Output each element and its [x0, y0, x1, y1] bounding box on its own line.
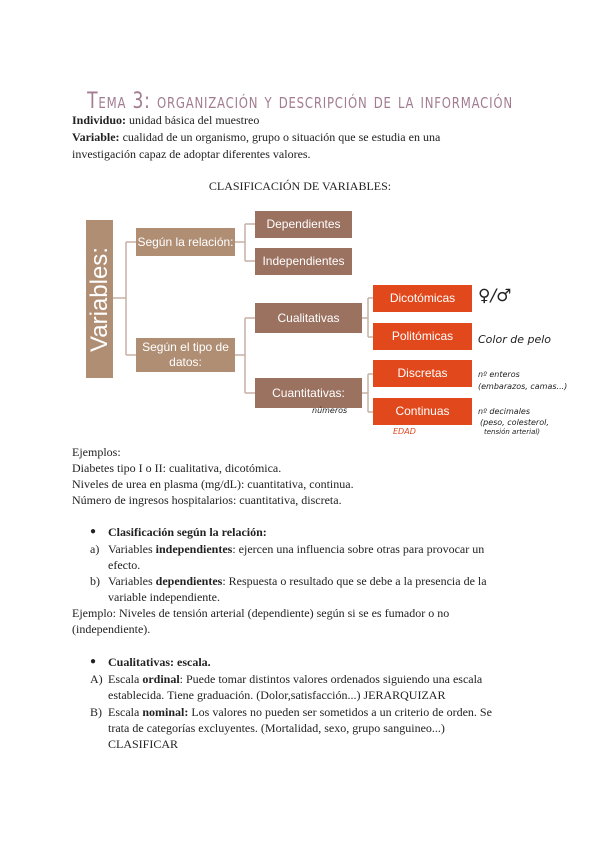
section-relacion-heading: Clasificación según la relación:: [108, 525, 267, 539]
cuantitativas-box: Cuantitativas:: [255, 378, 362, 408]
classification-title: CLASIFICACIÓN DE VARIABLES:: [208, 179, 392, 193]
definition-variable-cont: investigación capaz de adoptar diferentes valores.: [72, 147, 311, 161]
example-line: Niveles de urea en plasma (mg/dL): cuantitativa, continua.: [72, 477, 354, 491]
cualitativas-box: Cualitativas: [255, 303, 362, 333]
list-marker: A): [90, 672, 103, 686]
note-edad: EDAD: [393, 427, 416, 436]
dependientes-box: Dependientes: [255, 211, 352, 238]
page-title: Tema 3: organización y descripción de la información: [87, 88, 513, 114]
relacion-item-b-cont: variable independiente.: [108, 590, 220, 604]
relacion-item-a: Variables independientes: ejercen una influencia sobre otras para provocar un: [108, 542, 485, 556]
politomicas-box: Politómicas: [373, 323, 472, 350]
definition-individuo: Individuo: unidad básica del muestreo: [72, 113, 260, 127]
escala-nominal-item-cont2: CLASIFICAR: [108, 737, 179, 751]
list-marker: a): [90, 542, 100, 556]
example-line: Número de ingresos hospitalarios: cuantitativa, discreta.: [72, 493, 342, 507]
relacion-example: Ejemplo: Niveles de tensión arterial (dependiente) según si se es fumador o no: [72, 606, 450, 620]
discretas-box: Discretas: [373, 360, 472, 387]
note-decimales-example-cont: tensión arterial): [484, 428, 541, 436]
continuas-box: Continuas: [373, 398, 472, 425]
escala-nominal-item-cont: trata de categorías excluyentes. (Mortalidad, sexo, grupo sanguineo...): [108, 721, 445, 735]
note-enteros: nº enteros: [478, 370, 520, 379]
note-numeros: números: [312, 406, 348, 415]
segun-relacion-box: Según la relación:: [136, 228, 235, 256]
escala-ordinal-item: Escala ordinal: Puede tomar distintos valores ordenados siguiendo una escala: [108, 672, 483, 686]
definition-variable: Variable: cualidad de un organismo, grupo o situación que se estudia en una: [72, 130, 441, 144]
bullet-icon: ●: [90, 526, 97, 537]
list-marker: B): [90, 705, 102, 719]
relacion-item-b: Variables dependientes: Respuesta o resultado que se debe a la presencia de la: [108, 574, 487, 588]
note-sex: ♀/♂: [478, 286, 512, 306]
note-pelo: Color de pelo: [478, 333, 551, 346]
bullet-icon: ●: [90, 656, 97, 667]
relacion-item-a-cont: efecto.: [108, 558, 141, 572]
list-marker: b): [90, 574, 100, 588]
segun-tipo-box: Según el tipo de datos:: [136, 338, 235, 372]
escala-ordinal-item-cont: establecida. Tiene graduación. (Dolor,satisfacción...) JERARQUIZAR: [108, 688, 446, 702]
escala-nominal-item: Escala nominal: Los valores no pueden ser sometidos a un criterio de orden. Se: [108, 705, 492, 719]
note-decimales: nº decimales: [478, 407, 531, 416]
examples-heading: Ejemplos:: [72, 445, 121, 459]
variables-root-box: Variables:: [86, 220, 113, 378]
example-line: Diabetes tipo I o II: cualitativa, dicotómica.: [72, 461, 282, 475]
section-cualitativas-heading: Cualitativas: escala.: [108, 655, 211, 669]
independientes-box: Independientes: [255, 248, 352, 275]
relacion-example-cont: (independiente).: [72, 622, 151, 636]
dicotomicas-box: Dicotómicas: [373, 285, 472, 312]
note-enteros-example: (embarazos, camas...): [478, 382, 568, 391]
note-decimales-example: (peso, colesterol,: [480, 418, 549, 427]
